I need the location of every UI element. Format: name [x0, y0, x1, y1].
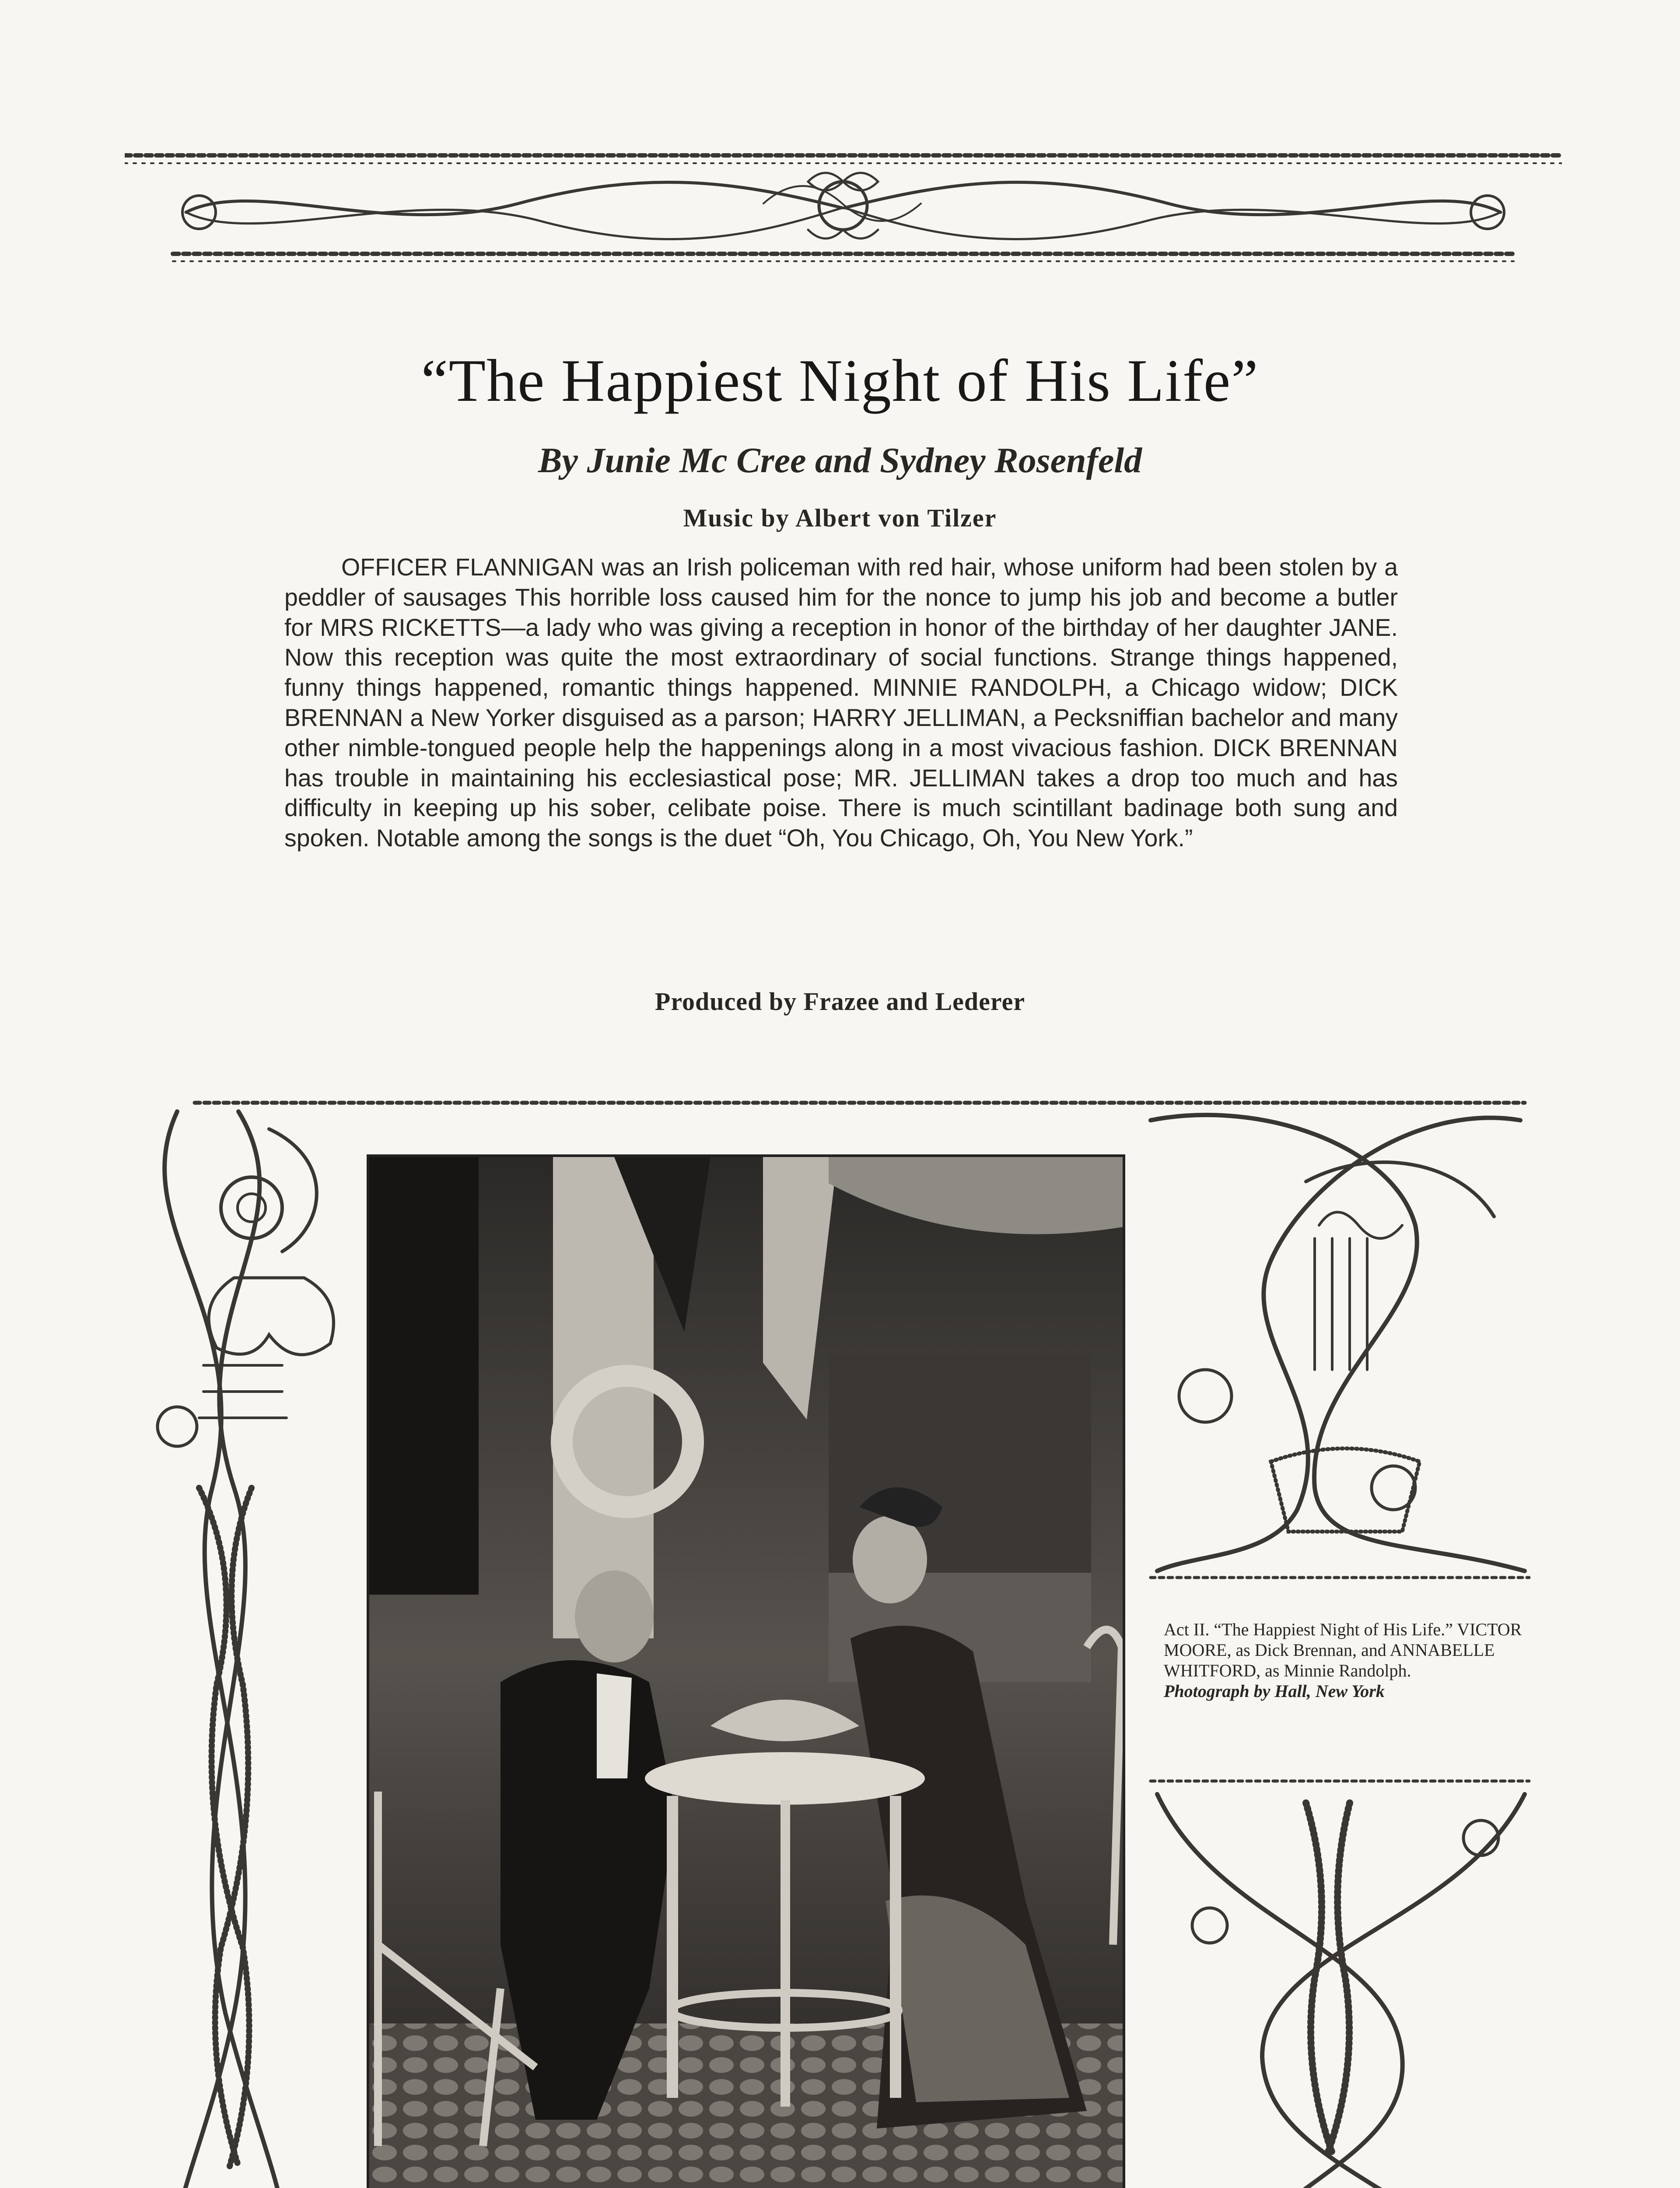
byline: By Junie Mc Cree and Sydney Rosenfeld: [538, 440, 1142, 480]
caption-text: Act II. “The Happiest Night of His Life.” VICTOR MOORE, as Dick Brennan, and ANNABELLE WHITFORD, as Minnie Randolph.: [1164, 1620, 1522, 1680]
synopsis-paragraph: OFFICER FLANNIGAN was an Irish policeman with red hair, whose uniform had been stolen by a peddler of sausages This horrible loss caused him for the nonce to jump his job and become a butler for MRS RICKETTS—a lady who was giving a reception in honor of the birthday of her daughter JANE. Now this reception was quite the most extraordinary of social functions. Strange things happened, funny things happened, romantic things happened. MINNIE RANDOLPH, a Chicago widow; DICK BRENNAN a New Yorker disguised as a parson; HARRY JELLIMAN, a Pecksniffian bachelor and many other nimble-tongued people help the happenings along in a most vivacious fashion. DICK BRENNAN has trouble in maintaining his ecclesiastical pose; MR. JELLIMAN takes a drop too much and has difficulty in keeping up his sober, celibate poise. There is much scintillant badinage both sung and spoken. Notable among the songs is the duet “Oh, You Chicago, Oh, You New York.”: [284, 554, 1398, 852]
producer-credit: Produced by Frazee and Lederer: [654, 987, 1026, 1016]
header-ornament: [125, 151, 1562, 265]
music-credit: Music by Albert von Tilzer: [683, 504, 997, 532]
stage-photograph: [367, 1154, 1125, 2188]
photo-caption: [1164, 1619, 1527, 1701]
photo-credit: Photograph by Hall, New York: [1164, 1681, 1385, 1701]
page-title: “The Happiest Night of His Life”: [421, 347, 1259, 414]
